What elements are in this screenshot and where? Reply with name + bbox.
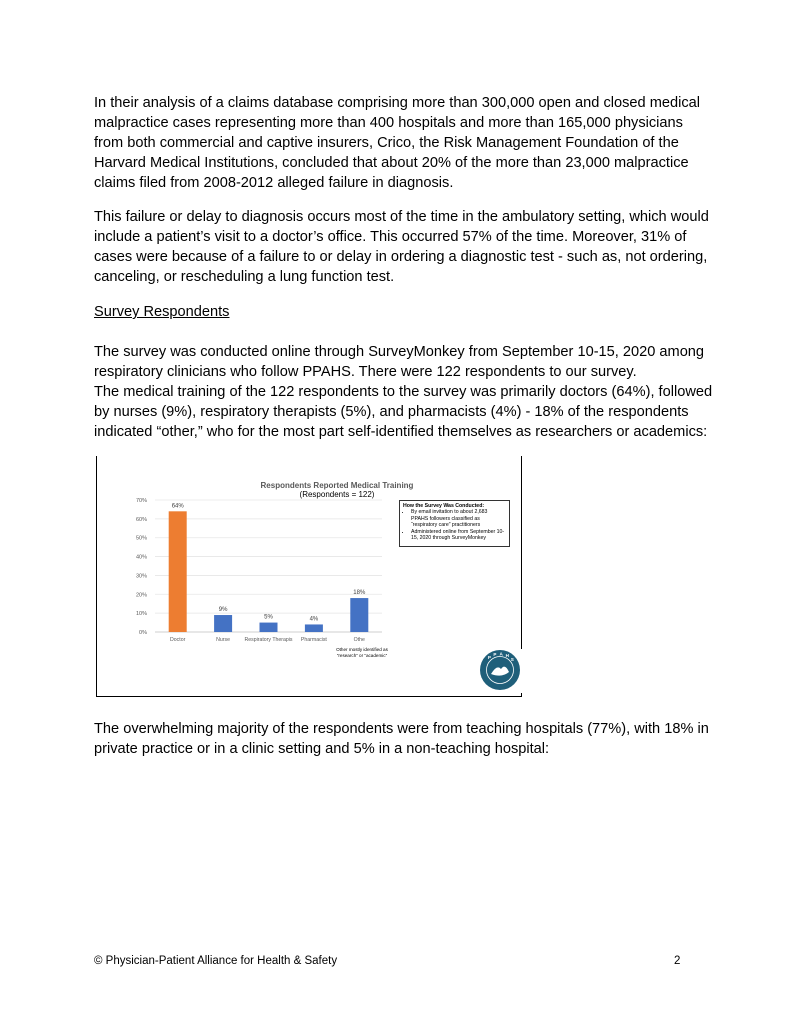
note-title: How the Survey Was Conducted: (403, 503, 485, 509)
x-tick-label: Doctor (170, 637, 186, 643)
note-item: • Administered online from September 10-15, 2020 through SurveyMonkey (411, 529, 506, 542)
chart-title-text: Respondents Reported Medical Training (260, 481, 414, 490)
data-label: 9% (218, 607, 228, 614)
bar (214, 615, 232, 632)
footer-page-number: 2 (674, 955, 681, 967)
x-tick-label: Respiratory Therapis (244, 637, 293, 643)
bar (350, 598, 368, 632)
survey-sentence: The survey was conducted online through SurveyMonkey from September 10-15, 2020 among respiratory clinicians who follow PPAHS. There were 122 respondents to our survey. (94, 344, 705, 380)
x-tick-label: Othe (353, 637, 365, 643)
logo-letter: P (487, 655, 491, 661)
logo-letter: S (510, 656, 514, 662)
footer-copyright: © Physician-Patient Alliance for Health & Safety (94, 955, 338, 967)
y-tick-label: 50% (135, 535, 147, 542)
y-tick-label: 10% (135, 611, 147, 618)
chart-subtitle: (Respondents = 122) (299, 490, 375, 499)
y-tick-label: 0% (139, 630, 147, 636)
y-tick-label: 60% (135, 516, 147, 523)
y-tick-label: 40% (135, 554, 147, 561)
logo-letter: H (505, 652, 509, 658)
data-label: 64% (171, 503, 184, 510)
paragraph-hospital-type: The overwhelming majority of the respondents were from teaching hospitals (77%), with 18% in private practice or in a clinic setting and 5% in a non-teaching hospital: (94, 721, 709, 757)
y-tick-label: 70% (135, 498, 147, 504)
y-tick-label: 30% (135, 573, 147, 580)
note-item: • By email invitation to about 2,683 PPAHS followers classified as “respiratory care” practitioners (411, 509, 506, 528)
training-sentence: The medical training of the 122 respondents to the survey was primarily doctors (64%), followed by nurses (9%), respiratory therapists (5%), and pharmacists (4%) - 18% of the respondents indicated “other,” who for the most part self-identified themselves as researchers or academics: (94, 384, 713, 440)
paragraph-failure-delay: This failure or delay to diagnosis occurs most of the time in the ambulatory setting, which would include a patient’s visit to a doctor’s office. This occurred 57% of the time. Moreover, 31% of cases were because of a failure to or delay in ordering a diagnostic test - such as, not ordering, canceling, or rescheduling a lung function test. (94, 209, 709, 285)
medical-training-figure (96, 456, 522, 697)
logo-letter: P (493, 652, 497, 658)
data-label: 4% (309, 616, 319, 623)
data-label: 18% (353, 590, 366, 597)
bar (169, 511, 187, 632)
bar (305, 624, 323, 632)
bar (260, 623, 278, 632)
logo-letter: A (499, 651, 503, 657)
paragraph-claims-analysis: In their analysis of a claims database comprising more than 300,000 open and closed medical malpractice cases representing more than 400 hospitals and more than 165,000 physicians from both commercial and captive insurers, Crico, the Risk Management Foundation of the Harvard Medical Institutions, concluded that about 20% of the more than 23,000 malpractice claims filed from 2008-2012 alleged failure in diagnosis. (94, 95, 700, 191)
survey-method-note (399, 500, 510, 547)
x-tick-label: Pharmacist (300, 637, 327, 643)
section-heading-survey-respondents: Survey Respondents (94, 304, 230, 320)
paragraph-survey-method (94, 342, 714, 442)
chart-title (207, 481, 467, 499)
x-tick-label: Nurse (216, 637, 231, 643)
other-category-note: Other mostly identified as “research” or “academic” (336, 647, 388, 658)
note-list (403, 509, 506, 541)
y-tick-label: 20% (135, 592, 147, 599)
data-label: 5% (264, 614, 273, 621)
